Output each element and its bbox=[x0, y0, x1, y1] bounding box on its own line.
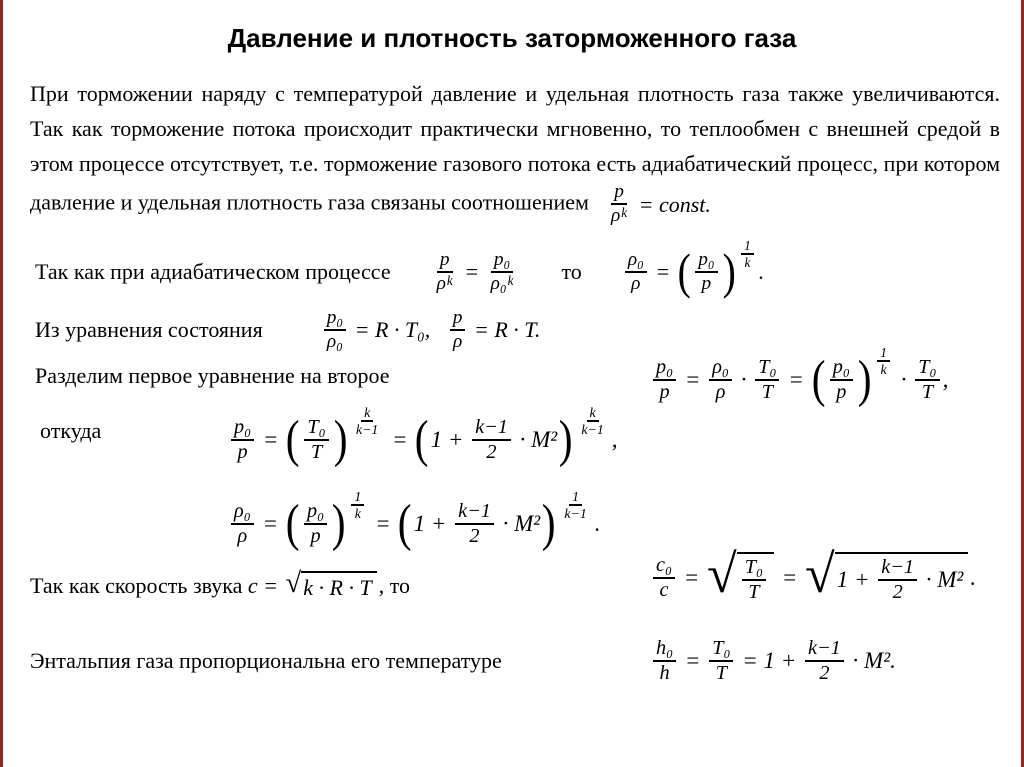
math-paren: ( bbox=[811, 351, 826, 408]
math-den bbox=[353, 422, 381, 438]
math-mtext: T₀ bbox=[918, 355, 937, 378]
math-pbody bbox=[301, 416, 331, 465]
formula-divided-ratio-wrap bbox=[650, 345, 948, 415]
math-rad: √ bbox=[805, 544, 835, 605]
math-den bbox=[741, 255, 753, 270]
math-paren: ) bbox=[558, 411, 573, 468]
label-adiabatic-process: Так как при адиабатическом процессе bbox=[35, 259, 391, 284]
math-frac bbox=[455, 500, 494, 549]
math-num bbox=[915, 356, 939, 381]
math-num bbox=[741, 238, 754, 255]
math-mtext: T₀ bbox=[758, 355, 777, 378]
formula-adiabatic-equality bbox=[431, 249, 520, 296]
math-mtext: 1 + bbox=[430, 427, 470, 452]
math-den bbox=[628, 273, 643, 295]
math-frac bbox=[915, 356, 939, 405]
math-mtext: = bbox=[678, 565, 706, 590]
math-num bbox=[231, 500, 254, 525]
math-mtext: = R · T₀, bbox=[349, 317, 447, 342]
formula-enthalpy-ratio-wrap bbox=[650, 626, 896, 696]
math-num bbox=[304, 500, 327, 525]
math-mtext: p₀ bbox=[234, 415, 252, 438]
math-mtext: 1 + bbox=[836, 567, 876, 592]
math-pbody bbox=[692, 249, 720, 296]
math-msup bbox=[558, 489, 592, 523]
math-rad: √ bbox=[285, 567, 302, 599]
math-frac bbox=[231, 500, 254, 549]
math-pbody bbox=[301, 500, 330, 549]
math-frac bbox=[709, 356, 732, 405]
math-num bbox=[351, 489, 364, 507]
math-mtext: p bbox=[836, 381, 847, 403]
math-msup bbox=[738, 238, 757, 270]
math-num bbox=[878, 556, 917, 581]
math-pgroup bbox=[284, 411, 349, 468]
math-mtext: ρ bbox=[436, 273, 446, 294]
math-msup bbox=[447, 273, 453, 288]
math-mtext: T bbox=[921, 381, 934, 403]
math-num bbox=[805, 637, 844, 662]
math-mtext: p₀ bbox=[832, 355, 850, 378]
math-num bbox=[611, 181, 627, 205]
math-mtext: p bbox=[452, 306, 463, 328]
math-num bbox=[587, 405, 599, 423]
math-frac bbox=[304, 416, 328, 465]
math-frac bbox=[805, 637, 844, 686]
math-num bbox=[695, 249, 717, 273]
math-radbody bbox=[835, 552, 969, 605]
math-mtext: p₀ bbox=[326, 306, 344, 328]
math-mtext: p₀ bbox=[656, 355, 674, 378]
math-mtext: c bbox=[659, 579, 669, 601]
math-num bbox=[709, 637, 733, 662]
math-mtext: T₀ bbox=[712, 636, 731, 659]
math-num bbox=[491, 249, 513, 273]
math-pgroup bbox=[413, 411, 574, 468]
math-pgroup bbox=[676, 243, 737, 299]
formula-pressure-ratio-mach-wrap bbox=[228, 402, 618, 478]
math-num bbox=[653, 637, 676, 662]
math-msup bbox=[350, 405, 384, 439]
formula-density-ratio bbox=[622, 238, 765, 299]
formula-pressure-density-const bbox=[605, 181, 711, 228]
math-frac bbox=[472, 416, 511, 465]
math-mtext: · bbox=[895, 367, 913, 392]
row-sound-speed bbox=[30, 560, 410, 612]
math-mtext: ρ bbox=[631, 273, 641, 294]
math-paren: ( bbox=[398, 495, 412, 552]
math-frac bbox=[877, 345, 890, 379]
math-rad: √ bbox=[707, 544, 737, 605]
math-mtext: k−1 bbox=[581, 422, 604, 438]
math-pgroup bbox=[396, 495, 557, 552]
math-den bbox=[450, 331, 465, 353]
math-frac bbox=[695, 249, 717, 296]
math-mtext: k · R · T bbox=[303, 575, 372, 600]
math-den bbox=[488, 273, 517, 295]
math-num bbox=[709, 356, 732, 381]
math-frac bbox=[434, 249, 456, 296]
formula-density-ratio-mach-wrap bbox=[228, 486, 601, 562]
math-mtext: ρ₀ bbox=[234, 499, 251, 522]
math-mtext: p bbox=[659, 381, 670, 403]
label-enthalpy: Энтальпия газа пропорциональна его температуре bbox=[30, 648, 502, 673]
math-frac bbox=[742, 556, 766, 605]
math-den bbox=[235, 441, 251, 464]
math-den bbox=[466, 525, 482, 548]
math-frac bbox=[878, 556, 917, 605]
row-equation-of-state bbox=[35, 302, 540, 358]
math-num bbox=[742, 556, 766, 581]
formula-divided-ratio bbox=[650, 344, 949, 408]
math-den bbox=[483, 441, 499, 464]
math-den bbox=[308, 525, 324, 548]
math-num bbox=[877, 345, 890, 363]
math-den bbox=[713, 662, 730, 685]
math-paren: ) bbox=[541, 495, 556, 552]
math-mtext: T bbox=[310, 441, 323, 463]
math-mtext: c = bbox=[247, 573, 284, 598]
math-mtext: k−1 bbox=[808, 636, 841, 659]
math-msup bbox=[508, 273, 514, 288]
math-den bbox=[235, 525, 251, 548]
math-pbody bbox=[827, 356, 856, 405]
formula-sound-speed-definition bbox=[247, 567, 379, 601]
math-frac bbox=[324, 307, 346, 354]
formula-sound-speed-ratio bbox=[650, 544, 977, 605]
math-pgroup bbox=[810, 351, 874, 408]
math-mtext: p bbox=[614, 181, 624, 202]
intro-text: При торможении наряду с температурой давление и удельная плотность газа также увеличиваются. Так как торможение потока происходит практически мгновенно, то теплообмен с внешней средой в этом процессе отсутствует, т.е. торможение газового потока есть адиабатический процесс, при котором давление и удельная плотность газа связаны соотношением bbox=[30, 81, 1000, 215]
math-den bbox=[352, 506, 364, 522]
math-paren: ( bbox=[415, 411, 429, 468]
label-divide-equations: Разделим первое уравнение на второе bbox=[35, 363, 390, 388]
math-mtext: , bbox=[611, 427, 618, 452]
math-den bbox=[608, 205, 630, 227]
math-mtext: ρ₀ bbox=[326, 331, 343, 352]
math-mtext: 1 bbox=[572, 488, 580, 504]
math-msup bbox=[575, 405, 609, 439]
math-frac bbox=[653, 637, 676, 686]
math-mtext: = bbox=[256, 511, 284, 536]
math-mtext: = R · T. bbox=[468, 317, 541, 342]
math-mtext: · M² bbox=[496, 511, 541, 536]
math-num bbox=[361, 405, 373, 423]
math-msup bbox=[874, 345, 893, 379]
math-mtext: 1 + bbox=[413, 511, 453, 536]
math-radbody bbox=[737, 552, 774, 605]
math-den bbox=[745, 581, 762, 604]
math-num bbox=[324, 307, 346, 331]
math-den bbox=[878, 362, 890, 378]
math-paren: ( bbox=[677, 243, 691, 299]
math-paren: ) bbox=[722, 243, 736, 299]
math-den bbox=[833, 381, 849, 404]
left-accent-bar bbox=[0, 0, 3, 767]
math-mtext: k−1 bbox=[458, 499, 491, 522]
math-mtext: k−1 bbox=[475, 415, 508, 438]
math-den bbox=[657, 579, 672, 602]
math-mtext: T bbox=[748, 581, 760, 603]
math-den bbox=[759, 381, 776, 404]
math-mtext: ρ₀ bbox=[490, 273, 507, 294]
math-mtext: 2 bbox=[469, 525, 480, 547]
math-mtext: = 1 + bbox=[736, 648, 803, 673]
math-mtext: p bbox=[701, 273, 712, 294]
math-sqrt bbox=[285, 567, 377, 601]
math-frac bbox=[653, 356, 676, 405]
label-equation-of-state: Из уравнения состояния bbox=[35, 317, 263, 342]
math-mtext: = bbox=[679, 367, 707, 392]
math-frac bbox=[608, 181, 630, 228]
math-pbody bbox=[431, 416, 558, 465]
math-mtext: ρ bbox=[452, 331, 463, 352]
math-frac bbox=[653, 554, 675, 603]
math-mtext: p₀ bbox=[493, 248, 511, 270]
math-mtext: 2 bbox=[486, 441, 497, 463]
formula-pressure-ratio-mach bbox=[228, 404, 618, 468]
math-mtext: = const. bbox=[633, 191, 711, 217]
label-sound-speed: Так как скорость звука bbox=[30, 573, 248, 598]
math-mtext: ρ bbox=[610, 205, 621, 227]
math-mtext: = bbox=[782, 367, 810, 392]
math-mtext: k bbox=[507, 272, 514, 288]
math-sqrt bbox=[805, 544, 968, 605]
math-radbody bbox=[301, 571, 376, 601]
math-mtext: · M². bbox=[846, 648, 896, 673]
formula-enthalpy-ratio bbox=[650, 637, 896, 686]
math-mtext: · M² bbox=[513, 427, 558, 452]
intro-paragraph bbox=[30, 76, 1000, 228]
math-mtext: k bbox=[364, 404, 371, 420]
math-pgroup bbox=[284, 495, 348, 552]
math-mtext: k−1 bbox=[564, 506, 587, 522]
math-mtext: h₀ bbox=[656, 636, 674, 659]
math-frac bbox=[351, 489, 364, 523]
math-den bbox=[890, 581, 906, 604]
math-mtext: p bbox=[237, 441, 248, 463]
math-mtext: h bbox=[659, 662, 670, 684]
math-num bbox=[455, 500, 494, 525]
formula-state-equations bbox=[321, 307, 541, 354]
math-mtext: ρ bbox=[237, 525, 248, 547]
math-num bbox=[625, 249, 647, 273]
math-den bbox=[308, 441, 325, 464]
math-num bbox=[231, 416, 254, 441]
row-adiabatic-process bbox=[35, 240, 764, 304]
math-mtext: T₀ bbox=[744, 555, 764, 578]
math-den bbox=[657, 662, 673, 685]
math-mtext: , bbox=[942, 367, 949, 392]
math-mtext: T bbox=[761, 381, 773, 403]
math-mtext: 1 bbox=[354, 488, 362, 504]
math-mtext: p₀ bbox=[307, 499, 325, 522]
math-paren: ) bbox=[857, 351, 872, 408]
math-num bbox=[472, 416, 511, 441]
formula-sound-speed-ratio-wrap bbox=[650, 538, 976, 618]
math-den bbox=[561, 506, 589, 522]
math-msup bbox=[348, 489, 367, 523]
math-mtext: = bbox=[679, 648, 707, 673]
math-mtext: k bbox=[744, 255, 751, 271]
math-mtext: c₀ bbox=[656, 553, 673, 576]
math-mtext: = bbox=[776, 565, 804, 590]
math-mtext: · bbox=[734, 367, 753, 392]
math-frac bbox=[741, 238, 754, 270]
math-paren: ) bbox=[333, 411, 348, 468]
math-num bbox=[653, 554, 675, 579]
math-den bbox=[919, 381, 936, 404]
math-den bbox=[324, 331, 346, 353]
math-sqrt bbox=[707, 544, 774, 605]
math-mtext: k−1 bbox=[355, 422, 379, 438]
math-pbody bbox=[414, 500, 541, 549]
math-frac bbox=[625, 249, 647, 296]
math-mtext: 2 bbox=[892, 581, 903, 603]
math-msup bbox=[621, 205, 627, 220]
math-mtext: k bbox=[446, 272, 453, 288]
math-num bbox=[569, 489, 582, 507]
math-num bbox=[755, 356, 779, 381]
math-mtext: · M² bbox=[920, 567, 964, 592]
math-frac bbox=[488, 249, 517, 296]
math-frac bbox=[450, 307, 466, 354]
math-frac bbox=[830, 356, 853, 405]
math-frac bbox=[755, 356, 779, 405]
math-mtext: = bbox=[386, 427, 414, 452]
math-frac bbox=[561, 489, 589, 523]
math-mtext: T₀ bbox=[307, 415, 326, 438]
math-mtext: k bbox=[589, 404, 596, 420]
math-mtext: ρ bbox=[715, 381, 726, 403]
math-mtext: = bbox=[649, 259, 676, 284]
math-mtext: p bbox=[439, 248, 450, 270]
math-den bbox=[713, 381, 729, 404]
math-mtext: ρ₀ bbox=[627, 248, 644, 270]
math-mtext: k bbox=[354, 506, 361, 522]
math-den bbox=[699, 273, 715, 295]
math-mtext: p bbox=[310, 525, 321, 547]
math-num bbox=[653, 356, 676, 381]
math-mtext: ρ₀ bbox=[712, 355, 729, 378]
math-den bbox=[434, 273, 456, 295]
page-title: Давление и плотность заторможенного газа bbox=[227, 23, 797, 54]
math-num bbox=[304, 416, 328, 441]
math-mtext: . bbox=[970, 565, 977, 590]
math-num bbox=[450, 307, 466, 331]
math-num bbox=[830, 356, 853, 381]
math-num bbox=[437, 249, 453, 273]
math-den bbox=[578, 422, 606, 438]
math-frac bbox=[709, 637, 733, 686]
math-mtext: k bbox=[880, 362, 887, 378]
formula-density-ratio-mach bbox=[228, 488, 601, 552]
math-den bbox=[816, 662, 832, 685]
math-frac bbox=[578, 405, 606, 439]
math-frac bbox=[304, 500, 327, 549]
label-whence: откуда bbox=[40, 418, 102, 443]
math-mtext: T bbox=[715, 662, 727, 684]
math-mtext: 1 bbox=[880, 344, 888, 360]
math-paren: ( bbox=[285, 495, 300, 552]
math-mtext: 1 bbox=[744, 238, 751, 254]
math-frac bbox=[353, 405, 381, 439]
math-mtext: k bbox=[621, 204, 628, 220]
math-den bbox=[657, 381, 673, 404]
math-mtext: . bbox=[758, 259, 765, 284]
label-then: то bbox=[561, 259, 582, 284]
math-mtext: = bbox=[257, 427, 285, 452]
math-paren: ) bbox=[331, 495, 346, 552]
math-mtext: 2 bbox=[819, 662, 830, 684]
math-mtext: = bbox=[369, 511, 397, 536]
math-frac bbox=[231, 416, 254, 465]
math-mtext: . bbox=[594, 511, 601, 536]
math-mtext: k−1 bbox=[881, 555, 915, 578]
label-sound-speed-tail: , то bbox=[378, 573, 411, 598]
math-paren: ( bbox=[285, 411, 300, 468]
math-mtext: = bbox=[458, 259, 485, 284]
math-mtext: p₀ bbox=[698, 248, 715, 270]
